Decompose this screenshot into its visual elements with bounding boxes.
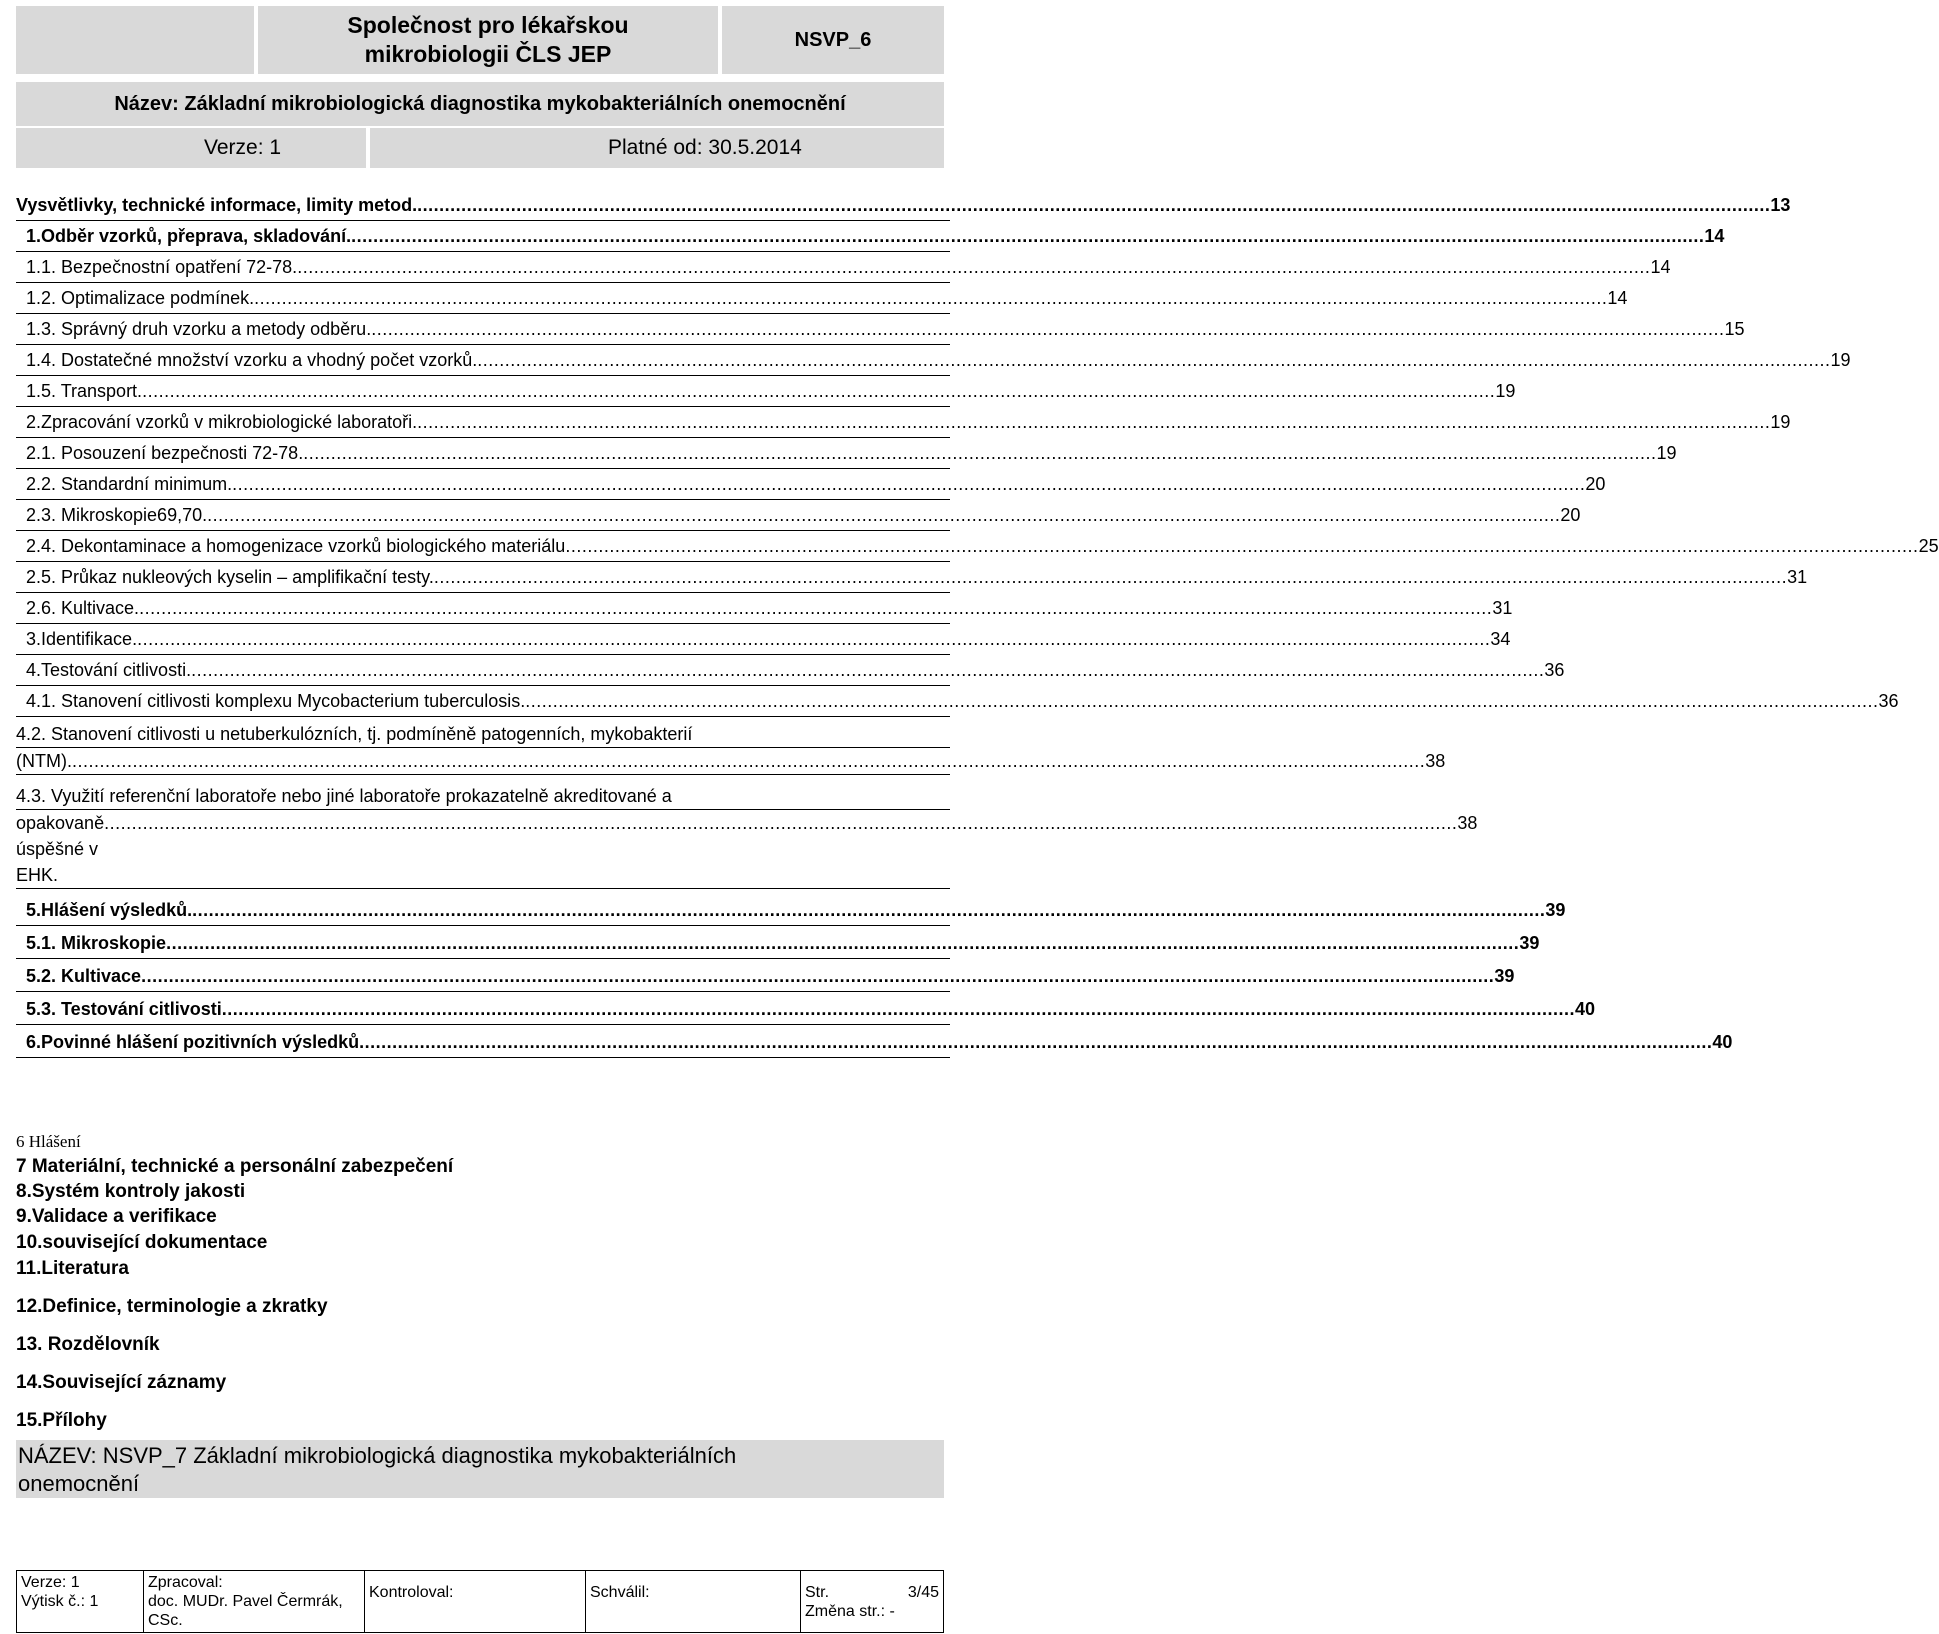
toc-entry-leader <box>166 928 1519 958</box>
toc-entry-text: 4.1. Stanovení citlivosti komplexu Mycobacterium tuberculosis. <box>26 691 526 711</box>
footer-prepared-degree: CSc. <box>148 1612 183 1629</box>
document-code: NSVP_6 <box>794 28 872 51</box>
toc-entry-text: 3.Identifikace. <box>26 629 138 649</box>
toc-entry-text: 2.Zpracování vzorků v mikrobiologické laboratoři. <box>26 412 418 432</box>
toc-entry-text: opakovaně úspěšné v EHK. <box>16 813 105 885</box>
toc-entry-page: 14 <box>1650 257 1671 277</box>
toc-entry[interactable] <box>16 928 1540 959</box>
toc-entry-page: 38 <box>1457 813 1478 833</box>
toc-entry-page: 39 <box>1494 966 1515 986</box>
toc-entry-text: 5.3. Testování citlivosti <box>26 999 222 1019</box>
toc-entry-text: 4.3. Využití referenční laboratoře nebo jiné laboratoře prokazatelně akreditované a <box>16 786 672 806</box>
toc-entry-leader <box>434 562 1787 592</box>
footer-print-number: Výtisk č.: 1 <box>21 1593 99 1610</box>
toc-entry-leader <box>191 655 1544 685</box>
toc-entry[interactable] <box>16 686 1899 717</box>
footer-change: Změna str.: - <box>805 1603 895 1620</box>
toc-entry-text: 2.1. Posouzení bezpečnosti 72-78. <box>26 443 304 463</box>
toc-entry-page: 20 <box>1585 474 1606 494</box>
toc-entry[interactable] <box>16 190 1791 221</box>
society-line-1: Společnost pro lékařskou <box>347 12 629 38</box>
toc-entry-text: 1.4. Dostatečné množství vzorku a vhodný počet vzorků. <box>26 350 478 370</box>
footer-approved: Schválil: <box>590 1584 650 1601</box>
section-13: 13. Rozdělovník <box>16 1334 160 1355</box>
toc-entry-leader <box>477 345 1830 375</box>
footer-version-cell <box>17 1571 144 1633</box>
footer-page-cell <box>801 1571 944 1633</box>
toc-entry-leader <box>192 895 1545 925</box>
toc-entry[interactable] <box>16 407 1791 438</box>
toc-entry[interactable] <box>16 283 1628 314</box>
section-15: 15.Přílohy <box>16 1410 107 1431</box>
toc-entry-leader <box>207 500 1560 530</box>
toc-entry[interactable] <box>16 314 1745 345</box>
toc-entry[interactable] <box>16 994 1596 1025</box>
society-line-2: mikrobiologii ČLS JEP <box>364 41 612 67</box>
toc-entry-leader <box>141 961 1494 991</box>
toc-entry-leader <box>297 252 1650 282</box>
toc-entry-text: 1.3. Správný druh vzorku a metody odběru. <box>26 319 372 339</box>
header-code-cell <box>722 6 944 74</box>
toc-entry-page: 40 <box>1574 999 1596 1019</box>
toc-entry-text: 1.5. Transport. <box>26 381 143 401</box>
footer-approved-cell <box>586 1571 801 1633</box>
toc-entry-4-2[interactable] <box>16 719 1446 775</box>
toc-entry-page: 38 <box>1425 751 1446 771</box>
toc-entry-text: 5.1. Mikroskopie <box>26 933 167 953</box>
toc-entry-text: 2.2. Standardní minimum. <box>26 474 233 494</box>
toc-entry-leader <box>351 221 1704 251</box>
document-version: Verze: 1 <box>204 136 282 159</box>
toc-entry-leader <box>139 593 1492 623</box>
footer-checked: Kontroloval: <box>369 1584 454 1601</box>
toc-entry-page: 25 <box>1918 536 1939 556</box>
toc-entry-leader <box>254 283 1607 313</box>
footer-version: Verze: 1 <box>21 1574 80 1591</box>
toc-entry-page: 39 <box>1519 933 1540 953</box>
footer-prepared-name: doc. MUDr. Pavel Čermrák, <box>148 1593 343 1610</box>
section-10: 10.související dokumentace <box>16 1232 268 1253</box>
toc-entry[interactable] <box>16 376 1516 407</box>
toc-entry-page: 40 <box>1712 1032 1733 1052</box>
toc-entry-leader <box>565 531 1918 561</box>
toc-entry[interactable] <box>16 1027 1733 1058</box>
toc-entry-page: 34 <box>1490 629 1511 649</box>
header-blank-cell <box>16 6 254 74</box>
header-society <box>258 6 718 74</box>
toc-entry-text: (NTM). <box>16 751 72 771</box>
toc-entry-leader <box>142 376 1495 406</box>
toc-entry[interactable] <box>16 593 1513 624</box>
toc-entry-page: 15 <box>1724 319 1745 339</box>
next-title-line-1: NÁZEV: NSVP_7 Základní mikrobiologická diagnostika mykobakteriálních <box>18 1443 737 1468</box>
toc-entry-leader <box>371 314 1724 344</box>
toc-entry-text: 2.4. Dekontaminace a homogenizace vzorků biologického materiálu <box>26 536 566 556</box>
toc-entry-page: 19 <box>1495 381 1516 401</box>
toc-entry[interactable] <box>16 469 1606 500</box>
section-7: 7 Materiální, technické a personální zabezpečení <box>16 1156 454 1177</box>
table-of-contents <box>16 190 1939 1058</box>
toc-entry-page: 36 <box>1878 691 1899 711</box>
toc-entry-leader <box>137 624 1490 654</box>
header-version-cell <box>16 128 366 168</box>
next-document-title <box>16 1440 944 1498</box>
toc-entry-text: 1.1. Bezpečnostní opatření 72-78. <box>26 257 298 277</box>
toc-entry[interactable] <box>16 895 1566 926</box>
toc-entry-text: 6.Povinné hlášení pozitivních výsledků <box>26 1032 360 1052</box>
toc-entry-leader <box>417 407 1770 437</box>
toc-entry-text: 4.2. Stanovení citlivosti u netuberkulózních, tj. podmíněně patogenních, mykobakterií <box>16 724 693 744</box>
document-valid-from: Platné od: 30.5.2014 <box>608 136 802 159</box>
section-12: 12.Definice, terminologie a zkratky <box>16 1296 328 1317</box>
toc-entry[interactable] <box>16 655 1565 686</box>
toc-entry-text: 2.5. Průkaz nukleových kyselin – amplifikační testy. <box>26 567 434 587</box>
toc-entry-page: 13 <box>1770 195 1791 215</box>
toc-entry-4-3[interactable] <box>16 781 1478 889</box>
toc-entry-leader <box>525 686 1878 716</box>
toc-entry-text: 2.6. Kultivace. <box>26 598 140 618</box>
toc-entry-page: 19 <box>1830 350 1851 370</box>
toc-entry-text: 1.Odběr vzorků, přeprava, skladování. <box>26 226 352 246</box>
toc-entry-page: 20 <box>1560 505 1581 525</box>
toc-entry-leader <box>417 190 1770 220</box>
section-6-hlaseni: 6 Hlášení <box>16 1132 81 1151</box>
footer-checked-cell <box>365 1571 586 1633</box>
toc-entry[interactable] <box>16 562 1808 593</box>
toc-entry[interactable] <box>16 624 1511 655</box>
section-8: 8.Systém kontroly jakosti <box>16 1181 246 1202</box>
toc-entry-page: 19 <box>1770 412 1791 432</box>
section-9: 9.Validace a verifikace <box>16 1206 217 1227</box>
toc-entry[interactable] <box>16 438 1677 469</box>
toc-entry-page: 14 <box>1704 226 1725 246</box>
header-title-cell <box>16 82 944 126</box>
toc-entry[interactable] <box>16 961 1515 992</box>
next-title-line-2: onemocnění <box>18 1471 140 1496</box>
footer-table <box>16 1570 944 1633</box>
section-14: 14.Související záznamy <box>16 1372 227 1393</box>
toc-entry-text: 5.2. Kultivace <box>26 966 142 986</box>
footer-prepared-cell <box>144 1571 365 1633</box>
toc-entry-leader <box>303 438 1656 468</box>
footer-prepared-label: Zpracoval: <box>148 1574 223 1591</box>
footer-page-label: Str. <box>805 1584 830 1601</box>
toc-entry-leader <box>222 994 1575 1024</box>
toc-entry[interactable] <box>16 531 1939 562</box>
section-11: 11.Literatura <box>16 1258 129 1279</box>
toc-entry-text: 4.Testování citlivosti. <box>26 660 192 680</box>
toc-entry-text: 5.Hlášení výsledků. <box>26 900 193 920</box>
toc-entry-page: 31 <box>1787 567 1808 587</box>
toc-entry-page: 36 <box>1544 660 1565 680</box>
toc-entry-leader <box>232 469 1585 499</box>
document-title: Název: Základní mikrobiologická diagnostika mykobakteriálních onemocnění <box>114 92 846 115</box>
toc-entry-leader <box>359 1027 1712 1057</box>
toc-entry-text: 2.3. Mikroskopie69,70. <box>26 505 208 525</box>
toc-entry-page: 31 <box>1492 598 1513 618</box>
toc-entry-page: 14 <box>1607 288 1628 308</box>
toc-entry-text: 1.2. Optimalizace podmínek. <box>26 288 255 308</box>
toc-entry-page: 19 <box>1656 443 1677 463</box>
footer-page-value: 3/45 <box>907 1584 939 1601</box>
toc-entry-page: 39 <box>1545 900 1566 920</box>
toc-entry[interactable] <box>16 221 1725 252</box>
toc-entry[interactable] <box>16 252 1671 283</box>
toc-entry[interactable] <box>16 500 1581 531</box>
toc-entry-text: Vysvětlivky, technické informace, limity metod. <box>16 195 418 215</box>
toc-entry[interactable] <box>16 345 1851 376</box>
header-valid-cell <box>370 128 944 168</box>
